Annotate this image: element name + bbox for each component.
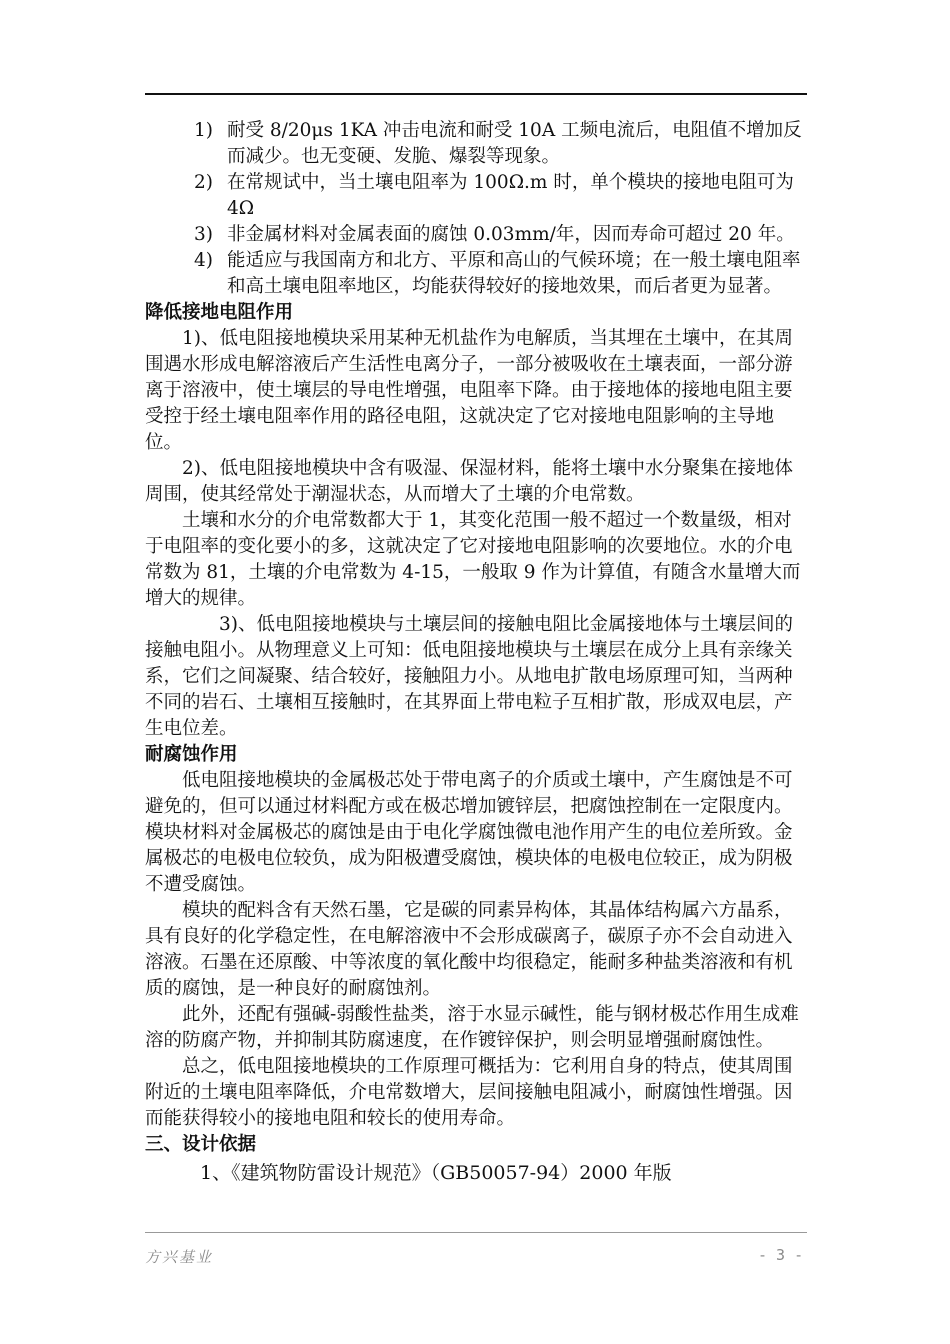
section-heading-design-basis: 三、设计依据: [145, 1134, 257, 1155]
paragraph: 此外，还配有强碱-弱酸性盐类，溶于水显示碱性，能与钢材极芯作用生成难溶的防腐产物，并抑制其防腐速度，在作镀锌保护，则会明显增强耐腐蚀性。: [145, 1004, 799, 1051]
list-item: [145, 248, 810, 300]
list-text: 在常规试中，当土壤电阻率为 100Ω.m 时，单个模块的接地电阻可为 4Ω: [227, 172, 794, 219]
footer-rule: [145, 1232, 807, 1233]
list-item: [145, 170, 810, 222]
document-body: [145, 118, 810, 1186]
list-text: 非金属材料对金属表面的腐蚀 0.03mm/年，因而寿命可超过 20 年。: [227, 224, 795, 245]
list-number: 4): [194, 250, 213, 271]
paragraph: 2)、低电阻接地模块中含有吸湿、保湿材料，能将土壤中水分聚集在接地体周围，使其经常处于潮湿状态，从而增大了土壤的介电常数。: [145, 458, 793, 505]
list-number: 1): [194, 120, 213, 141]
footer-company: 方兴基业: [145, 1248, 214, 1266]
page-number: - 3 -: [758, 1246, 804, 1264]
list-text: 能适应与我国南方和北方、平原和高山的气候环境；在一般土壤电阻率和高土壤电阻率地区，均能获得较好的接地效果，而后者更为显著。: [227, 250, 801, 297]
list-number: 3): [194, 224, 213, 245]
reference-item: 1、《建筑物防雷设计规范》（GB50057-94）2000 年版: [200, 1162, 672, 1184]
list-text: 耐受 8/20μs 1KA 冲击电流和耐受 10A 工频电流后，电阻值不增加反而减少。也无变硬、发脆、爆裂等现象。: [227, 120, 802, 167]
paragraph: 3)、低电阻接地模块与土壤层间的接触电阻比金属接地体与土壤层间的接触电阻小。从物理意义上可知：低电阻接地模块与土壤层在成分上具有亲缘关系，它们之间凝聚、结合较好，接触阻力小。从地电扩散电场原理可知，当两种不同的岩石、土壤相互接触时，在其界面上带电粒子互相扩散，形成双电层，产生电位差。: [145, 614, 793, 739]
list-item: [145, 222, 810, 248]
section-heading-corrosion: 耐腐蚀作用: [145, 744, 238, 765]
paragraph: 总之，低电阻接地模块的工作原理可概括为：它利用自身的特点，使其周围附近的土壤电阻率降低，介电常数增大，层间接触电阻减小，耐腐蚀性增强。因而能获得较小的接地电阻和较长的使用寿命。: [145, 1056, 793, 1129]
paragraph: 土壤和水分的介电常数都大于 1，其变化范围一般不超过一个数量级，相对于电阻率的变化要小的多，这就决定了它对接地电阻影响的次要地位。水的介电常数为 81，土壤的介电常数为 4-15，一般取 9 作为计算值，有随含水量增大而增大的规律。: [145, 510, 801, 609]
list-number: 2): [194, 172, 213, 193]
paragraph: 低电阻接地模块的金属极芯处于带电离子的介质或土壤中，产生腐蚀是不可避免的，但可以通过材料配方或在极芯增加镀锌层，把腐蚀控制在一定限度内。模块材料对金属极芯的腐蚀是由于电化学腐蚀微电池作用产生的电位差所致。金属极芯的电极电位较负，成为阳极遭受腐蚀，模块体的电极电位较正，成为阴极不遭受腐蚀。: [145, 770, 793, 895]
header-rule: [145, 93, 807, 95]
section-heading-resistance: 降低接地电阻作用: [145, 302, 294, 323]
list-item: [145, 118, 810, 170]
paragraph: 模块的配料含有天然石墨，它是碳的同素异构体，其晶体结构属六方晶系，具有良好的化学稳定性，在电解溶液中不会形成碳离子，碳原子亦不会自动进入溶液。石墨在还原酸、中等浓度的氧化酸中均很稳定，能耐多种盐类溶液和有机质的腐蚀，是一种良好的耐腐蚀剂。: [145, 900, 793, 999]
paragraph: 1)、低电阻接地模块采用某种无机盐作为电解质，当其埋在土壤中，在其周围遇水形成电解溶液后产生活性电离分子，一部分被吸收在土壤表面，一部分游离于溶液中，使土壤层的导电性增强，电阻率下降。由于接地体的接地电阻主要受控于经土壤电阻率作用的路径电阻，这就决定了它对接地电阻影响的主导地位。: [145, 328, 793, 453]
